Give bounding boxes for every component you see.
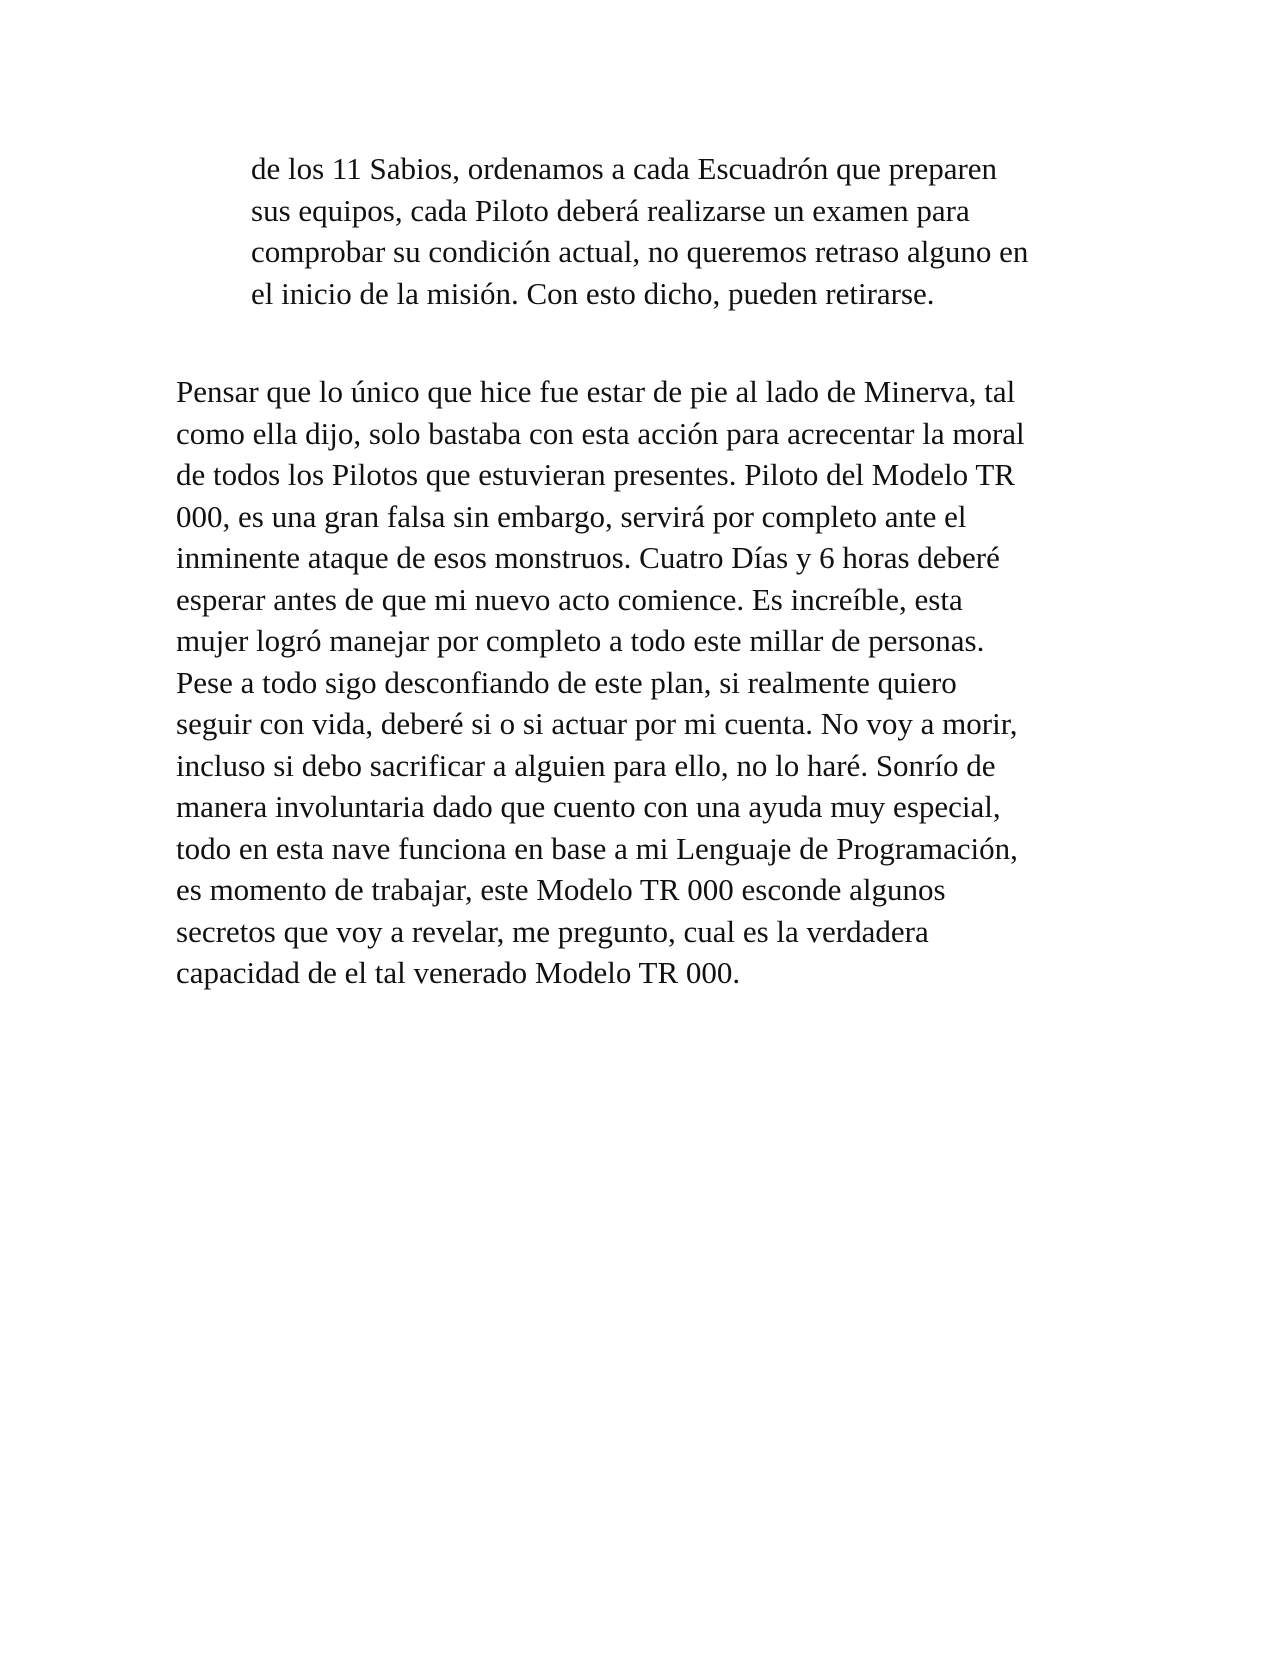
quote-line: el inicio de la misión. Con esto dicho, pueden retirarse. bbox=[251, 275, 935, 311]
paragraph-line: seguir con vida, deberé si o si actuar por mi cuenta. No voy a morir, bbox=[176, 706, 1018, 741]
paragraph-line: esperar antes de que mi nuevo acto comience. Es increíble, esta bbox=[176, 581, 963, 617]
paragraph-line: incluso si debo sacrificar a alguien para ello, no lo haré. Sonrío de bbox=[176, 747, 996, 783]
paragraph-line: capacidad de el tal venerado Modelo TR 000. bbox=[176, 955, 741, 990]
quote-line: de los 11 Sabios, ordenamos a cada Escuadrón que preparen bbox=[251, 151, 998, 186]
quote-line: comprobar su condición actual, no queremos retraso alguno en bbox=[251, 234, 1029, 269]
paragraph-line: Pese a todo sigo desconfiando de este plan, si realmente quiero bbox=[176, 664, 957, 700]
quote-line: sus equipos, cada Piloto deberá realizarse un examen para bbox=[251, 192, 970, 228]
paragraph-line: todo en esta nave funciona en base a mi Lenguaje de Programación, bbox=[176, 830, 1018, 866]
paragraph-line: 000, es una gran falsa sin embargo, servirá por completo ante el bbox=[176, 498, 967, 534]
paragraph-line: mujer logró manejar por completo a todo este millar de personas. bbox=[176, 623, 985, 658]
paragraph-line: inminente ataque de esos monstruos. Cuatro Días y 6 horas deberé bbox=[176, 540, 1000, 575]
paragraph-line: manera involuntaria dado que cuento con una ayuda muy especial, bbox=[176, 789, 1001, 824]
paragraph-line: de todos los Pilotos que estuvieran presentes. Piloto del Modelo TR bbox=[176, 457, 1015, 492]
paragraph-line: como ella dijo, solo bastaba con esta acción para acrecentar la moral bbox=[176, 415, 1025, 451]
paragraph-line: Pensar que lo único que hice fue estar de pie al lado de Minerva, tal bbox=[176, 374, 1016, 409]
paragraph-line: secretos que voy a revelar, me pregunto, cual es la verdadera bbox=[176, 913, 929, 949]
paragraph-line: es momento de trabajar, este Modelo TR 000 esconde algunos bbox=[176, 872, 946, 907]
